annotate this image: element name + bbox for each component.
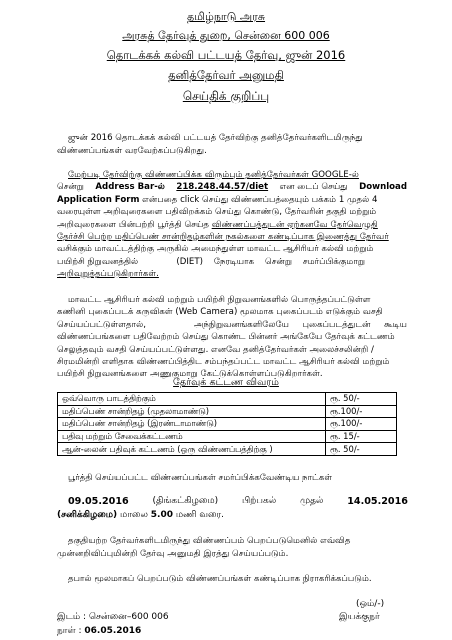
para1-line-5b: விண்ணப்பத்துடன் ஏற்கனவே தேர்வெழுதி xyxy=(211,219,378,230)
header-private-candidate: தனித்தேர்வர் அனுமதி xyxy=(168,68,284,82)
para1-line-9: அறிவுறுத்தப்படுகிறார்கள். xyxy=(57,269,159,280)
table-row xyxy=(58,393,397,406)
para3-line-2: முன்னறிவிப்புமின்றி தேர்வு அனுமதி இரத்து செய்யப்படும். xyxy=(57,549,289,559)
dates-heading: பூர்த்தி செய்யப்பட்ட விண்ணப்பங்கள் சமர்ப்பிக்கவேண்டிய நாட்கள் xyxy=(68,473,333,483)
place-line xyxy=(57,612,169,623)
fee-amount: ரூ.100/- xyxy=(326,418,397,431)
para1-line-3: என்பதை click செய்து விண்ணப்பத்தையும் பக்கம் 1 முதல் 4 xyxy=(142,194,378,205)
application-form-text: Application Form xyxy=(57,194,140,205)
date-line xyxy=(57,626,141,637)
para2-line-2: கணினி புகைப்படக் கருவிகள் (Web Camera) மூலமாக புகைப்படம் எடுக்கும் வசதி xyxy=(57,307,383,318)
intro-line-1: ஜுன் 2016 தொடக்கக் கல்வி பட்டயத் தேர்விற்கு தனித்தேர்வர்களிடமிருந்து xyxy=(68,133,363,143)
end-day: (சனிக்கிழமை) xyxy=(57,510,118,520)
end-date: 14.05.2016 xyxy=(347,496,408,507)
evening-word: மாலை xyxy=(119,510,148,520)
date-value: 06.05.2016 xyxy=(84,626,142,636)
fee-amount: ரூ.100/- xyxy=(326,405,397,418)
until-text: மணி வரை. xyxy=(175,510,225,520)
fee-amount: ரூ. 50/- xyxy=(326,443,397,456)
para2 xyxy=(57,294,407,381)
para2-line-6: சிரமமின்றி எளிதாக விண்ணப்பித்திட சம்பந்தப்பட்ட மாவட்ட ஆசிரியர் கல்வி மற்றும் xyxy=(57,357,390,368)
fee-title: தேர்வுக் கட்டண விவரம் xyxy=(173,377,279,388)
para4: தபால் மூலமாகப் பெறப்படும் விண்ணப்பங்கள் கண்டிப்பாக நிராகரிக்கப்படும். xyxy=(68,574,372,584)
place-value: சென்னை–600 006 xyxy=(88,612,169,622)
afternoon-word: பிற்பகல் xyxy=(241,496,277,506)
table-row xyxy=(58,405,397,418)
para1-line-6: தேர்ச்சி பெற்ற மதிப்பெண் சான்றிதழ்களின் நகல்களை கண்டிப்பாக இணைத்து தேர்வர் xyxy=(57,232,389,243)
fee-amount: ரூ. 50/- xyxy=(326,393,397,406)
para1-type-text: என டைப் செய்து xyxy=(279,182,348,193)
end-time: 5.00 xyxy=(150,510,174,520)
intro-line-2: விண்ணப்பங்கள் வரவேற்கப்படுகிறது. xyxy=(57,146,207,156)
diet-url-link[interactable]: 218.248.44.57/diet xyxy=(176,182,269,193)
para2-line-3b: அந்நிறுவனங்களிலேயே புகைப்படத்துடன் கூடிய xyxy=(193,319,407,330)
fee-label: மதிப்பெண் சான்றிதழ் (இரண்டாமாண்டு) xyxy=(58,418,326,431)
start-day: (திங்கட்கிழமை) xyxy=(152,496,219,506)
para2-line-3a: செய்யப்பட்டுள்ளதால், xyxy=(57,319,146,330)
para1-line-8: பயிற்சி நிறுவனத்தில் (DIET) நேரடியாக சென்று சமர்ப்பிக்குமாறு xyxy=(57,256,366,267)
fee-label: மதிப்பெண் சான்றிதழ் (முதலாமாண்டு) xyxy=(58,405,326,418)
fee-table xyxy=(57,392,397,456)
para1-go-word: சென்று xyxy=(57,182,84,193)
page-title: செய்திக் குறிப்பு xyxy=(182,89,270,103)
download-text: Download xyxy=(359,182,407,193)
para1-line-4: வரையுள்ள அறிவுரைகளை பதிவிறக்கம் செய்து கொண்டு, தேர்வரின் தகுதி மற்றும் xyxy=(57,207,377,218)
dates-line-1 xyxy=(68,496,408,507)
para2-line-1: மாவட்ட ஆசிரியர் கல்வி மற்றும் பயிற்சி நிறுவனங்களில் பொருத்தப்பட்டுள்ள xyxy=(68,295,371,305)
header-government: தமிழ்நாடு அரசு xyxy=(186,10,266,23)
dates-line-2 xyxy=(57,510,397,521)
para3-line-1: தகுதியற்ற தேர்வர்களிடமிருந்து விண்ணப்பம் பெறப்படுமெனில் எவ்வித xyxy=(68,536,351,546)
fee-label: பதிவு மற்றும் சேவைக்கட்டணம் xyxy=(58,430,326,443)
table-row xyxy=(58,418,397,431)
header-department: அரசுத் தேர்வுத் துறை, சென்னை 600 006 xyxy=(122,29,330,42)
fee-label: ஆன்-லைன் பதிவுக் கட்டணம் (ஒரு விண்ணப்பத்திற்கு ) xyxy=(58,443,326,456)
fee-label: ஒவ்வொரு பாடத்திற்கும் xyxy=(58,393,326,406)
designation: இயக்குநர் xyxy=(339,612,380,622)
date-label: நாள் : xyxy=(57,626,82,636)
table-row xyxy=(58,430,397,443)
para1-line-7: வசிக்கும் மாவட்டத்திற்கு அருகில் அமைந்துள்ள மாவட்ட ஆசிரியர் கல்வி மற்றும் xyxy=(57,244,374,255)
para2-line-5: செலுத்தவும் வசதி செய்யப்பட்டுள்ளது. எனவே தனித்தேர்வர்கள் அலைச்சலின்றி / xyxy=(57,344,374,355)
address-bar-text: Address Bar-ல் xyxy=(95,182,165,193)
place-label: இடம் : xyxy=(57,612,87,622)
para1 xyxy=(57,169,407,281)
table-row xyxy=(58,443,397,456)
para2-line-4: விண்ணப்பங்களை பதிவேற்றம் செய்து கொண்ட பின்னர் அங்கேயே தேர்வுக் கட்டணம் xyxy=(57,332,395,343)
para1-line-1: மேற்படி தேர்விற்கு விண்ணப்பிக்க விரும்பும் தனித்தேர்வர்கள் GOOGLE-ல் xyxy=(68,170,359,180)
signed-mark: (ஒம்/-) xyxy=(356,599,385,609)
fee-amount: ரூ. 15/- xyxy=(326,430,397,443)
para1-line-5a: அறிவுரைகளை பின்பற்றி பூர்த்தி செய்த xyxy=(57,219,209,230)
from-word: முதல் xyxy=(300,496,324,506)
start-date: 09.05.2016 xyxy=(68,496,129,507)
para2-line-7: பயிற்சி நிறுவனங்களை அணுகுமாறு கேட்டுக்கொள்ளப்படுகிறார்கள். xyxy=(57,369,323,380)
header-exam: தொடக்கக் கல்வி பட்டயத் தேர்வு, ஜுன் 2016 xyxy=(106,48,346,62)
